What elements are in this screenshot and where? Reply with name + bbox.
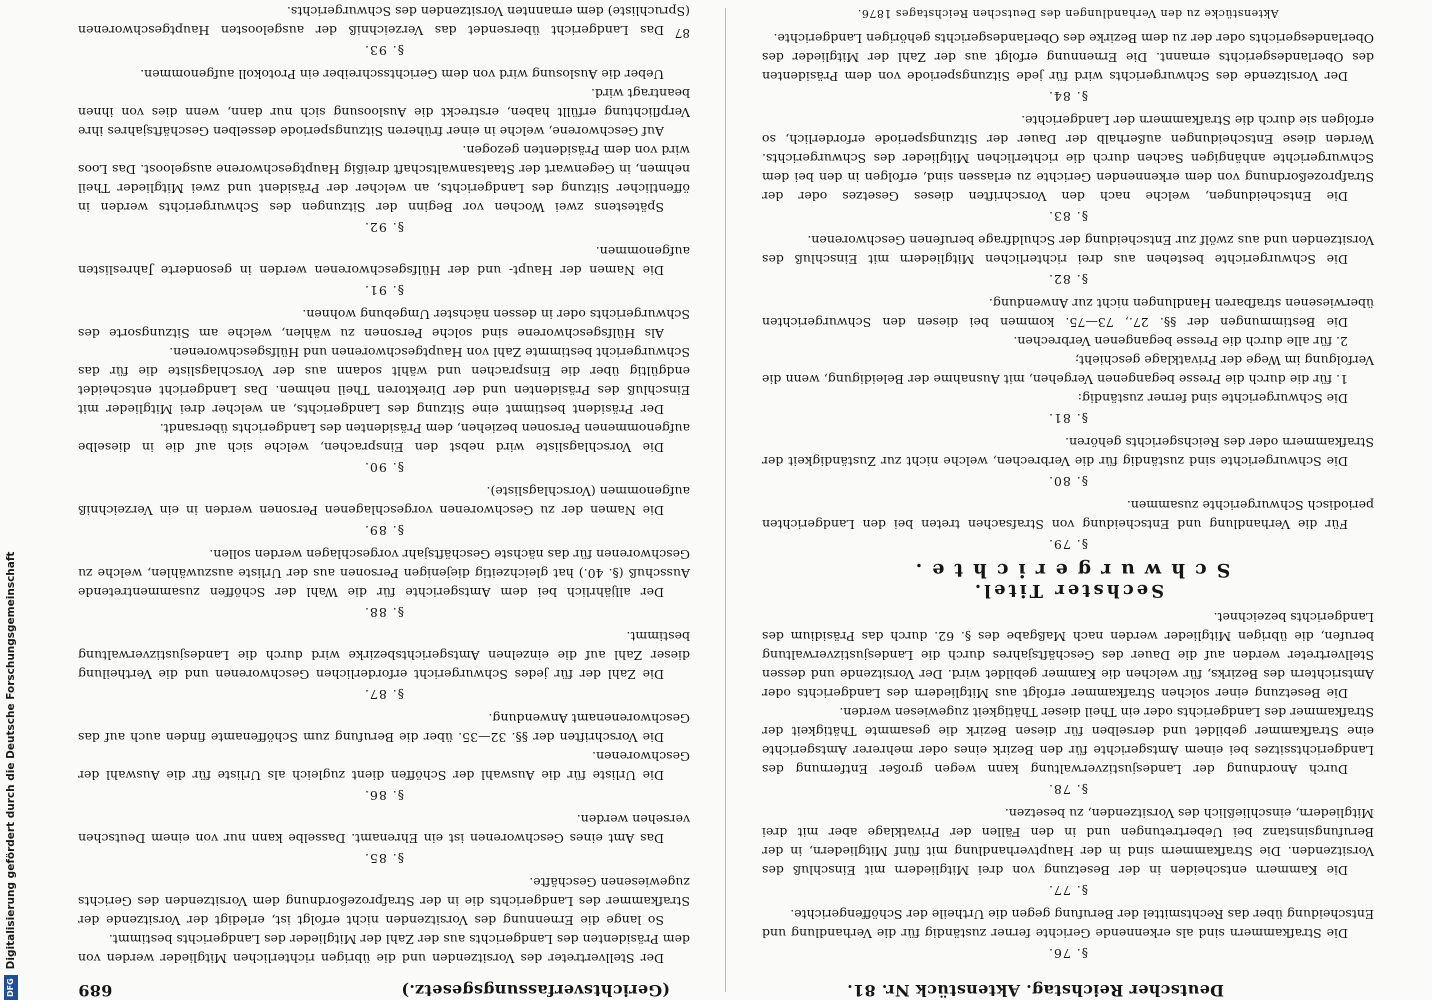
paragraph: Der Vorsitzende des Schwurgerichts wird für jede Sitzungsperiode von dem Präsidenten des Oberlandesgerichts ernannt. Die Ernennung erfolgt aus der Zahl der Mitglieder des Oberlandesgerichts oder der zu dem Bezirke des Oberlandesgerichts gehörigen Landgerichte. <box>762 31 1374 84</box>
column-divider <box>725 8 726 992</box>
paragraph: Die Namen der zu Geschworenen vorgeschlagenen Personen werden in ein Verzeichniß aufgenommen (Vorschlagsliste). <box>78 484 690 518</box>
section-number: §. 91. <box>363 283 405 298</box>
left-column-body <box>762 4 1374 968</box>
digitization-notice <box>2 0 20 1000</box>
paragraph: Die Kammern entscheiden in der Besetzung von drei Mitgliedern mit Einschluß des Vorsitzenden. Die Strafkammern sind in der Hauptverhandlung mit fünf Mitgliedern, in der Berufungsinstanz bei Uebertretungen und in den Fällen der Privatklage aber mit drei Mitgliedern, einschließlich des Vorsitzenden, zu besetzen. <box>762 806 1374 878</box>
paragraph: Die Besetzung einer solchen Strafkammer erfolgt aus Mitgliedern des Landgerichts oder Amtsrichtern des Bezirks, für welchen die Kammer gebildet wird. Der Vorsitzende und dessen Stellvertreter werden auf die Dauer des Geschäftsjahres durch die Landesjustizverwaltung berufen, die übrigen Mitglieder werden nach Maßgabe des §. 62. durch das Präsidium des Landgerichts bezeichnet. <box>762 610 1374 701</box>
section-number: §. 82. <box>1047 272 1089 287</box>
page-number: 689 <box>78 981 113 1000</box>
paragraph: Die Schwurgerichte bestehen aus drei richterlichen Mitgliedern mit Einschluß des Vorsitzenden und aus zwölf zur Entscheidung der Schuldfrage berufenen Geschworenen. <box>762 233 1374 267</box>
paragraph: Ueber die Auslosung wird von dem Gerichtsschreiber ein Protokoll aufgenommen. <box>140 67 664 82</box>
paragraph: So lange die Ernennung des Vorsitzenden nicht erfolgt ist, erledigt der Vorsitzende der Strafkammer des Landgerichts die in der Strafprozeßordnung dem Vorsitzenden des Gerichts zugewiesenen Geschäfte. <box>78 875 690 928</box>
section-number: §. 85. <box>363 851 405 866</box>
paragraph: Die Namen der Haupt- und der Hülfsgeschworenen werden in gesonderte Jahreslisten aufgenommen. <box>78 244 690 278</box>
paragraph: Als Hülfsgeschworene sind solche Personen zu wählen, welche am Sitzungsorte des Schwurgerichts oder in dessen nächster Umgebung wohnen. <box>78 307 690 341</box>
paragraph: 1. für die durch die Presse begangenen Vergehen, mit Ausnahme der Beleidigung, wenn die Verfolgung im Wege der Privatklage geschieht; <box>762 353 1374 387</box>
running-header <box>762 974 1374 1000</box>
paragraph: 2. für alle durch die Presse begangenen Verbrechen. <box>1013 334 1348 349</box>
paragraph: Durch Anordnung der Landesjustizverwaltung kann wegen großer Entfernung des Landgerichtssitzes bei einem Amtsgerichte für den Bezirk eines oder mehrerer Amtsgerichte eine Strafkammer gebildet und derselben für diesen Bezirk die gesammte Thätigkeit der Strafkammer des Landgerichts oder ein Theil dieser Thätigkeit zugewiesen werden. <box>762 705 1374 777</box>
paragraph: Die Vorschriften der §§. 32—35. über die Berufung zum Schöffenamte finden auch auf das Geschworenenamt Anwendung. <box>78 711 690 745</box>
header-subject: (Gerichtsverfassungsgesetz.) <box>401 981 670 1000</box>
section-number: §. 83. <box>1047 209 1089 224</box>
paragraph: Der alljährlich bei dem Amtsgerichte für die Wahl der Schöffen zusammentretende Ausschuß (§. 40.) hat gleichzeitig diejenigen Personen aus der Urliste auszuwählen, welche zu Geschworenen für das nächste Geschäftsjahr vorgeschlagen werden sollen. <box>78 547 690 600</box>
section-number: §. 93. <box>363 43 405 58</box>
paragraph: Die Entscheidungen, welche nach den Vorschriften dieses Gesetzes oder der Strafprozeßordnung von dem erkennenden Gerichte zu erlassen sind, erfolgen in den bei dem Schwurgerichte anhängigen Sachen durch die richterlichen Mitglieder des Schwurgerichts. Werden diese Entscheidungen außerhalb der Dauer der Sitzungsperiode erforderlich, so erfolgen sie durch die Strafkammern der Landgerichte. <box>762 113 1374 204</box>
section-number: §. 89. <box>363 523 405 538</box>
right-column-body <box>78 2 690 968</box>
chapter-title: Sechster Titel. <box>971 580 1165 601</box>
sheet-number: 87 <box>674 26 690 40</box>
paragraph: Auf Geschworene, welche in einer früheren Sitzungsperiode desselben Geschäftsjahres ihre Verpflichtung erfüllt haben, erstreckt die Ausloosung sich nur dann, wenn dies von ihnen beantragt wird. <box>78 86 690 139</box>
paragraph: Die Vorschlagsliste wird nebst den Einsprachen, welche sich auf die in dieselbe aufgenommenen Personen beziehen, dem Präsidenten des Landgerichts übersandt. <box>78 421 690 455</box>
paragraph: Die Urliste für die Auswahl der Schöffen dient zugleich als Urliste für die Auswahl der Geschworenen. <box>78 749 690 783</box>
section-number: §. 80. <box>1047 474 1089 489</box>
paragraph: Die Schwurgerichte sind zuständig für die Verbrechen, welche nicht zur Zuständigkeit der Strafkammern oder des Reichsgerichts gehören. <box>762 435 1374 469</box>
running-header-right <box>78 974 690 1000</box>
paragraph: Der Stellvertreter des Vorsitzenden und die übrigen richterlichen Mitglieder werden von dem Präsidenten des Landgerichts aus der Zahl der Mitglieder des Landgerichts bestimmt. <box>78 932 690 966</box>
section-number: §. 78. <box>1047 782 1089 797</box>
digitization-notice-text: Digitalisierung gefördert durch die Deutsche Forschungsgemeinschaft <box>5 551 17 970</box>
paragraph: Das Landgericht übersendet das Verzeichniß der ausgeloosten Hauptgeschworenen (Spruchliste) dem ernannten Vorsitzenden des Schwurgerichts. <box>78 4 690 38</box>
chapter-subtitle: Schwurgerichte. <box>905 559 1231 581</box>
section-number: §. 92. <box>363 220 405 235</box>
paragraph: Die Schwurgerichte sind ferner zuständig: <box>1077 391 1348 406</box>
paragraph: Die Zahl der für jedes Schwurgericht erforderlichen Geschworenen und die Vertheilung dieser Zahl auf die einzelnen Amtsgerichtsbezirke wird durch die Landesjustizverwaltung bestimmt. <box>78 629 690 682</box>
section-number: §. 81. <box>1047 411 1089 426</box>
header-title: Deutscher Reichstag. Aktenstück Nr. 81. <box>846 981 1224 1000</box>
section-number: §. 90. <box>363 460 405 475</box>
right-sections <box>78 2 690 968</box>
left-sections-part-2 <box>762 29 1374 554</box>
paragraph: Der Präsident bestimmt eine Sitzung des Landgerichts, an welcher drei Mitglieder mit Einschluß des Präsidenten und der Direktoren Theil nehmen. Das Landgericht entscheidet endgültig über die Einsprachen und wählt sodann aus der Vorschlagsliste die für das Schwurgericht bestimmte Zahl von Hauptgeschworenen und Hülfsgeschworenen. <box>78 345 690 417</box>
paragraph: Das Amt eines Geschworenen ist ein Ehrenamt. Dasselbe kann nur von einem Deutschen versehen werden. <box>78 812 690 846</box>
paragraph: Spätestens zwei Wochen vor Beginn der Sitzungen des Schwurgerichts werden in öffentlicher Sitzung des Landgerichts, an welcher der Präsident und zwei Mitglieder Theil nehmen, in Gegenwart der Staatsanwaltschaft dreißig Hauptgeschworene ausgeloost. Das Loos wird von dem Präsidenten gezogen. <box>78 143 690 215</box>
paragraph: Die Bestimmungen der §§. 27., 73—75. kommen bei diesen den Schwurgerichten überwiesenen strafbaren Handlungen nicht zur Anwendung. <box>762 296 1374 330</box>
section-number: §. 84. <box>1047 89 1089 104</box>
dfg-logo: DFG <box>4 975 18 1000</box>
section-number: §. 79. <box>1047 537 1089 552</box>
paragraph: Die Strafkammern sind als erkennende Gerichte ferner zuständig für die Verhandlung und Entscheidung über das Rechtsmittel der Berufung gegen die Urtheile der Schöffengerichte. <box>762 907 1374 941</box>
footer-source-line: Aktenstücke zu den Verhandlungen des Deutschen Reichstages 1876. <box>857 7 1279 20</box>
section-number: §. 88. <box>363 605 405 620</box>
section-number: §. 86. <box>363 788 405 803</box>
section-number: §. 87. <box>363 687 405 702</box>
section-number: §. 77. <box>1047 883 1089 898</box>
section-number: §. 76. <box>1047 946 1089 961</box>
left-sections-part-1 <box>762 608 1374 963</box>
paragraph: Für die Verhandlung und Entscheidung von Strafsachen treten bei den Landgerichten periodisch Schwurgerichte zusammen. <box>762 498 1374 532</box>
